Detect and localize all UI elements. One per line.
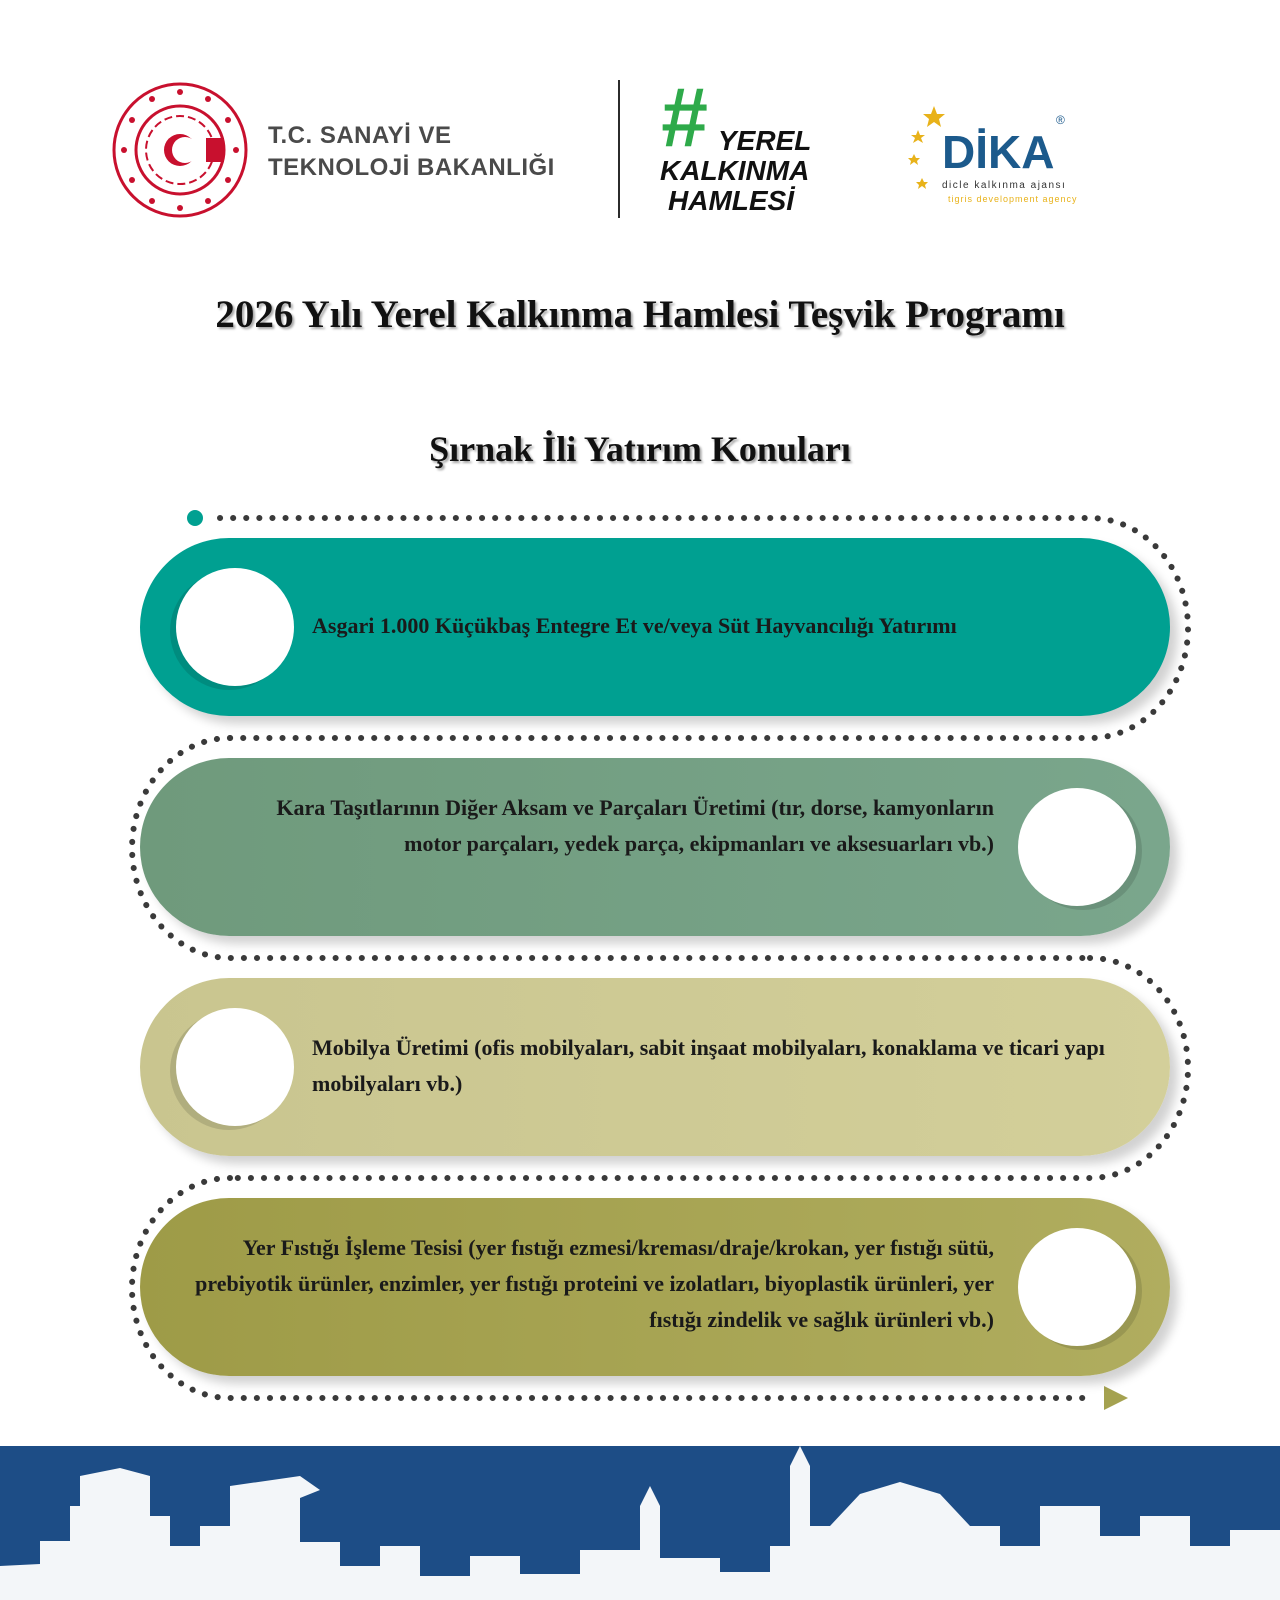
dika-name: DİKA — [942, 126, 1055, 178]
investment-item-3 — [140, 978, 1170, 1156]
track-end-arrow-icon — [1104, 1386, 1128, 1410]
investment-item-1 — [140, 538, 1170, 716]
item-circle-icon — [1018, 1228, 1136, 1346]
dika-tagline-en: tigris development agency — [948, 194, 1078, 204]
investment-item-text: Yer Fıstığı İşleme Tesisi (yer fıstığı ezmesi/kreması/draje/krokan, yer fıstığı sütü, prebiyotik ürünler, enzimler, yer fıstığı proteini ve izolatları, biyoplastik ürünleri, yer fıstığı zindelik ve sağlık ürünleri vb.) — [195, 1235, 994, 1332]
investment-item-2 — [140, 758, 1170, 936]
dika-tagline-tr: dicle kalkınma ajansı — [942, 180, 1067, 191]
item-circle-icon — [176, 1008, 294, 1126]
ministry-name — [268, 120, 555, 184]
ykh-line-yerel: YEREL — [718, 125, 812, 156]
registered-mark: ® — [1056, 113, 1065, 127]
investment-item-4 — [140, 1198, 1170, 1376]
header-divider — [618, 80, 620, 218]
track-start-dot — [187, 510, 203, 526]
star-icon — [908, 106, 945, 189]
ykh-line-hamlesi: HAMLESİ — [668, 185, 794, 216]
dika-logo — [908, 104, 1088, 214]
ministry-name-line2: TEKNOLOJİ BAKANLIĞI — [268, 154, 555, 181]
yerel-kalkinma-hamlesi-logo — [660, 84, 820, 218]
ministry-emblem-icon — [110, 80, 250, 220]
item-circle-icon — [176, 568, 294, 686]
city-skyline-footer — [0, 1446, 1280, 1600]
investment-item-text: Asgari 1.000 Küçükbaş Entegre Et ve/veya Süt Hayvancılığı Yatırımı — [312, 613, 957, 638]
ykh-line-kalkinma: KALKINMA — [660, 155, 810, 186]
ministry-name-line1: T.C. SANAYİ VE — [268, 122, 452, 149]
page-title: 2026 Yılı Yerel Kalkınma Hamlesi Teşvik Programı — [215, 293, 1065, 336]
investment-item-text: Mobilya Üretimi (ofis mobilyaları, sabit inşaat mobilyaları, konaklama ve ticari yapı mobilyaları vb.) — [312, 1035, 1105, 1096]
ykh-hash: # — [660, 84, 707, 164]
investment-item-text: Kara Taşıtlarının Diğer Aksam ve Parçaları Üretimi (tır, dorse, kamyonların motor parçaları, yedek parça, ekipmanları ve aksesuarları vb.) — [276, 795, 994, 856]
item-circle-icon — [1018, 788, 1136, 906]
page-subtitle: Şırnak İli Yatırım Konuları — [429, 429, 851, 469]
